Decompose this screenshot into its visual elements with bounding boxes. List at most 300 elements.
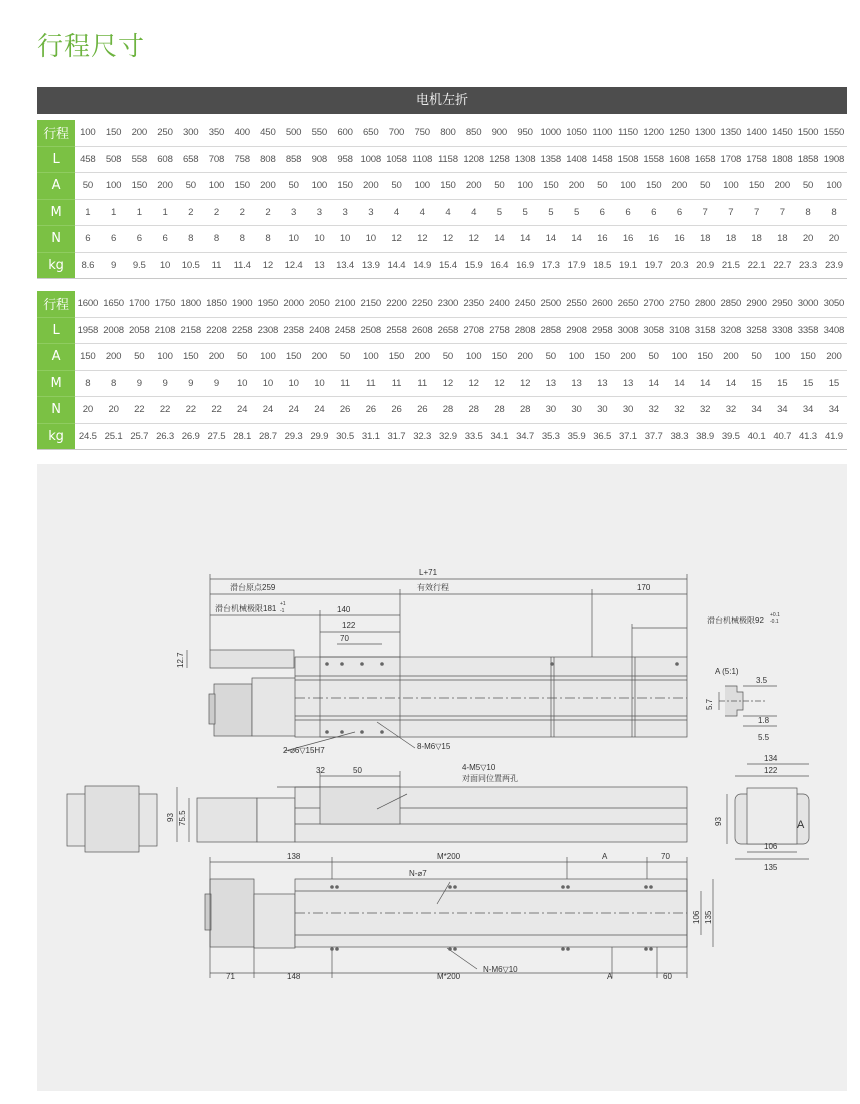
table-cell: 150 bbox=[101, 120, 127, 146]
table-cell: 1 bbox=[75, 199, 101, 226]
dim-32: 32 bbox=[316, 766, 325, 775]
table-cell: 11 bbox=[332, 370, 358, 397]
table-cell: 4 bbox=[384, 199, 410, 226]
table-cell: 22.7 bbox=[769, 252, 795, 279]
dim-3-5: 3.5 bbox=[756, 676, 768, 685]
table-cell: 36.5 bbox=[589, 423, 615, 450]
table-cell: 3308 bbox=[769, 317, 795, 344]
table-cell: 150 bbox=[435, 173, 461, 200]
table-cell: 10 bbox=[281, 370, 307, 397]
table-cell: 4 bbox=[409, 199, 435, 226]
table-cell: 35.3 bbox=[538, 423, 564, 450]
table-cell: 2600 bbox=[589, 291, 615, 317]
table-cell: 150 bbox=[75, 344, 101, 371]
table-cell: 2150 bbox=[358, 291, 384, 317]
table-cell: 3358 bbox=[795, 317, 821, 344]
dim-93-side: 93 bbox=[166, 813, 175, 822]
row-label: 行程 bbox=[37, 291, 75, 317]
table-cell: 750 bbox=[409, 120, 435, 146]
table-cell: 100 bbox=[461, 344, 487, 371]
dim-left-limit-tol-up: +1 bbox=[280, 601, 286, 607]
dim-106-vertical: 106 bbox=[692, 910, 701, 924]
dim-135: 135 bbox=[764, 863, 778, 872]
table-cell: 2100 bbox=[332, 291, 358, 317]
table-cell: 10 bbox=[152, 252, 178, 279]
table-cell: 1000 bbox=[538, 120, 564, 146]
table-cell: 200 bbox=[409, 344, 435, 371]
table-cell: 2 bbox=[204, 199, 230, 226]
dim-170: 170 bbox=[637, 583, 651, 592]
note-m5: 4-M5▽10 bbox=[462, 763, 496, 772]
table-cell: 32 bbox=[692, 397, 718, 424]
table-cell: 1458 bbox=[589, 146, 615, 173]
table-cell: 23.9 bbox=[821, 252, 847, 279]
table-cell: 12 bbox=[461, 226, 487, 253]
table-cell: 2258 bbox=[229, 317, 255, 344]
table-cell: 12 bbox=[409, 226, 435, 253]
dim-12-7: 12.7 bbox=[176, 652, 185, 668]
table-cell: 50 bbox=[281, 173, 307, 200]
table-cell: 8 bbox=[75, 370, 101, 397]
table-cell: 2758 bbox=[487, 317, 513, 344]
row-label: M bbox=[37, 370, 75, 397]
table-cell: 30 bbox=[538, 397, 564, 424]
dim-148: 148 bbox=[287, 972, 301, 981]
table-cell: 2850 bbox=[718, 291, 744, 317]
table-cell: 19.1 bbox=[615, 252, 641, 279]
table-cell: 2208 bbox=[204, 317, 230, 344]
table-cell: 50 bbox=[332, 344, 358, 371]
table-cell: 200 bbox=[512, 344, 538, 371]
table-cell: 22 bbox=[126, 397, 152, 424]
table-cell: 858 bbox=[281, 146, 307, 173]
table-cell: 6 bbox=[152, 226, 178, 253]
table-cell: 1850 bbox=[204, 291, 230, 317]
table-cell: 20 bbox=[101, 397, 127, 424]
table-cell: 15.4 bbox=[435, 252, 461, 279]
table-cell: 38.3 bbox=[667, 423, 693, 450]
table-cell: 2200 bbox=[384, 291, 410, 317]
table-cell: 3108 bbox=[667, 317, 693, 344]
table-cell: 50 bbox=[178, 173, 204, 200]
table-cell: 2658 bbox=[435, 317, 461, 344]
dim-slide-origin: 滑台原点259 bbox=[230, 583, 276, 592]
dim-70: 70 bbox=[340, 634, 349, 643]
stroke-table-1 bbox=[37, 120, 847, 279]
table-cell: 2750 bbox=[667, 291, 693, 317]
table-cell: 1600 bbox=[75, 291, 101, 317]
table-cell: 11 bbox=[384, 370, 410, 397]
table-cell: 1700 bbox=[126, 291, 152, 317]
row-label: N bbox=[37, 226, 75, 253]
table-cell: 39.5 bbox=[718, 423, 744, 450]
table-cell: 3408 bbox=[821, 317, 847, 344]
table-cell: 6 bbox=[589, 199, 615, 226]
table-row bbox=[37, 199, 847, 226]
table-cell: 16.4 bbox=[487, 252, 513, 279]
table-cell: 24 bbox=[229, 397, 255, 424]
table-cell: 1408 bbox=[564, 146, 590, 173]
dim-right-limit: 滑台机械极限92 bbox=[707, 616, 764, 625]
table-cell: 2550 bbox=[564, 291, 590, 317]
table-cell: 908 bbox=[306, 146, 332, 173]
table-row bbox=[37, 291, 847, 317]
row-label: A bbox=[37, 173, 75, 200]
table-cell: 2608 bbox=[409, 317, 435, 344]
table-cell: 1158 bbox=[435, 146, 461, 173]
table-cell: 11 bbox=[409, 370, 435, 397]
table-cell: 25.1 bbox=[101, 423, 127, 450]
table-cell: 2308 bbox=[255, 317, 281, 344]
table-cell: 12.4 bbox=[281, 252, 307, 279]
table-cell: 41.9 bbox=[821, 423, 847, 450]
table-cell: 35.9 bbox=[564, 423, 590, 450]
table-cell: 150 bbox=[641, 173, 667, 200]
table-cell: 34 bbox=[769, 397, 795, 424]
table-cell: 1500 bbox=[795, 120, 821, 146]
table-cell: 50 bbox=[641, 344, 667, 371]
table-cell: 7 bbox=[769, 199, 795, 226]
table-cell: 24 bbox=[306, 397, 332, 424]
table-cell: 26 bbox=[409, 397, 435, 424]
table-cell: 700 bbox=[384, 120, 410, 146]
dim-122: 122 bbox=[342, 621, 356, 630]
table-cell: 15 bbox=[821, 370, 847, 397]
dim-1-8: 1.8 bbox=[758, 716, 770, 725]
table-cell: 1608 bbox=[667, 146, 693, 173]
table-cell: 29.9 bbox=[306, 423, 332, 450]
table-cell: 1908 bbox=[821, 146, 847, 173]
table-cell: 12 bbox=[435, 226, 461, 253]
table-cell: 558 bbox=[126, 146, 152, 173]
table-cell: 50 bbox=[795, 173, 821, 200]
dim-effective-stroke: 有效行程 bbox=[417, 583, 449, 592]
table-cell: 850 bbox=[461, 120, 487, 146]
table-cell: 2958 bbox=[589, 317, 615, 344]
table-cell: 2058 bbox=[126, 317, 152, 344]
table-row bbox=[37, 173, 847, 200]
dim-135-vertical: 135 bbox=[704, 910, 713, 924]
table-cell: 40.7 bbox=[769, 423, 795, 450]
table-cell: 300 bbox=[178, 120, 204, 146]
table-cell: 19.7 bbox=[641, 252, 667, 279]
table-cell: 50 bbox=[487, 173, 513, 200]
table-cell: 26 bbox=[358, 397, 384, 424]
table-cell: 9 bbox=[178, 370, 204, 397]
table-cell: 1 bbox=[101, 199, 127, 226]
table-cell: 22.1 bbox=[744, 252, 770, 279]
table-cell: 30 bbox=[564, 397, 590, 424]
table-cell: 12 bbox=[487, 370, 513, 397]
table-cell: 14.4 bbox=[384, 252, 410, 279]
dim-134: 134 bbox=[764, 754, 778, 763]
table-cell: 28 bbox=[487, 397, 513, 424]
table-cell: 17.3 bbox=[538, 252, 564, 279]
table-cell: 200 bbox=[101, 344, 127, 371]
table-cell: 950 bbox=[512, 120, 538, 146]
table-cell: 24 bbox=[255, 397, 281, 424]
dim-122-end: 122 bbox=[764, 766, 778, 775]
table-cell: 14 bbox=[641, 370, 667, 397]
table-cell: 8 bbox=[229, 226, 255, 253]
table-cell: 50 bbox=[126, 344, 152, 371]
table-cell: 150 bbox=[332, 173, 358, 200]
table-cell: 23.3 bbox=[795, 252, 821, 279]
table-row bbox=[37, 344, 847, 371]
table-row bbox=[37, 317, 847, 344]
table-cell: 3208 bbox=[718, 317, 744, 344]
dim-75-5: 75.5 bbox=[178, 810, 187, 826]
table-cell: 31.7 bbox=[384, 423, 410, 450]
table-cell: 20 bbox=[75, 397, 101, 424]
note-pin-hole: 2-⌀6▽15H7 bbox=[283, 746, 325, 755]
table-cell: 1750 bbox=[152, 291, 178, 317]
table-cell: 958 bbox=[332, 146, 358, 173]
table-cell: 5 bbox=[487, 199, 513, 226]
table-cell: 150 bbox=[229, 173, 255, 200]
table-cell: 16 bbox=[589, 226, 615, 253]
table-cell: 14 bbox=[718, 370, 744, 397]
table-cell: 13 bbox=[564, 370, 590, 397]
table-cell: 200 bbox=[769, 173, 795, 200]
table-cell: 10 bbox=[332, 226, 358, 253]
table-cell: 200 bbox=[667, 173, 693, 200]
table-cell: 1508 bbox=[615, 146, 641, 173]
table-cell: 900 bbox=[487, 120, 513, 146]
dim-138: 138 bbox=[287, 852, 301, 861]
table-cell: 150 bbox=[589, 344, 615, 371]
table-cell: 1050 bbox=[564, 120, 590, 146]
table-cell: 2900 bbox=[744, 291, 770, 317]
table-cell: 1958 bbox=[75, 317, 101, 344]
table-cell: 150 bbox=[795, 344, 821, 371]
table-cell: 28 bbox=[512, 397, 538, 424]
table-cell: 15.9 bbox=[461, 252, 487, 279]
table-cell: 2 bbox=[178, 199, 204, 226]
table-cell: 1858 bbox=[795, 146, 821, 173]
table-cell: 32.9 bbox=[435, 423, 461, 450]
table-cell: 12 bbox=[435, 370, 461, 397]
table-cell: 24.5 bbox=[75, 423, 101, 450]
table-cell: 150 bbox=[487, 344, 513, 371]
table-cell: 550 bbox=[306, 120, 332, 146]
table-cell: 11.4 bbox=[229, 252, 255, 279]
table-cell: 29.3 bbox=[281, 423, 307, 450]
table-cell: 25.7 bbox=[126, 423, 152, 450]
table-cell: 100 bbox=[101, 173, 127, 200]
table-cell: 1150 bbox=[615, 120, 641, 146]
table-cell: 5 bbox=[538, 199, 564, 226]
table-cell: 150 bbox=[178, 344, 204, 371]
table-cell: 2558 bbox=[384, 317, 410, 344]
table-cell: 100 bbox=[667, 344, 693, 371]
table-cell: 12 bbox=[384, 226, 410, 253]
table-cell: 1008 bbox=[358, 146, 384, 173]
table-cell: 34 bbox=[744, 397, 770, 424]
table-cell: 7 bbox=[692, 199, 718, 226]
table-cell: 2 bbox=[229, 199, 255, 226]
table-cell: 5 bbox=[512, 199, 538, 226]
table-cell: 200 bbox=[564, 173, 590, 200]
table-cell: 17.9 bbox=[564, 252, 590, 279]
dim-5-7: 5.7 bbox=[705, 698, 714, 710]
table-cell: 9 bbox=[126, 370, 152, 397]
table-cell: 13.9 bbox=[358, 252, 384, 279]
table-cell: 6 bbox=[667, 199, 693, 226]
table-row bbox=[37, 146, 847, 173]
page-title: 行程尺寸 bbox=[37, 32, 146, 62]
table-cell: 8 bbox=[795, 199, 821, 226]
table-cell: 758 bbox=[229, 146, 255, 173]
row-label: kg bbox=[37, 252, 75, 279]
dim-right-limit-tol-up: +0.1 bbox=[770, 612, 780, 618]
table-cell: 3 bbox=[281, 199, 307, 226]
table-cell: 658 bbox=[178, 146, 204, 173]
table-cell: 21.5 bbox=[718, 252, 744, 279]
table-cell: 2108 bbox=[152, 317, 178, 344]
table-cell: 9.5 bbox=[126, 252, 152, 279]
table-cell: 1358 bbox=[538, 146, 564, 173]
table-cell: 12 bbox=[512, 370, 538, 397]
table-cell: 1550 bbox=[821, 120, 847, 146]
table-cell: 26.9 bbox=[178, 423, 204, 450]
table-cell: 1208 bbox=[461, 146, 487, 173]
stroke-table-2 bbox=[37, 291, 847, 450]
table-cell: 32 bbox=[641, 397, 667, 424]
table-cell: 2158 bbox=[178, 317, 204, 344]
table-cell: 18 bbox=[718, 226, 744, 253]
table-cell: 50 bbox=[538, 344, 564, 371]
table-cell: 6 bbox=[641, 199, 667, 226]
dim-overall: L+71 bbox=[419, 568, 438, 577]
table-cell: 1200 bbox=[641, 120, 667, 146]
table-cell: 1658 bbox=[692, 146, 718, 173]
table-cell: 200 bbox=[461, 173, 487, 200]
table-cell: 4 bbox=[435, 199, 461, 226]
table-cell: 150 bbox=[126, 173, 152, 200]
table-cell: 200 bbox=[204, 344, 230, 371]
table-cell: 20 bbox=[821, 226, 847, 253]
table-cell: 2908 bbox=[564, 317, 590, 344]
table-cell: 26.3 bbox=[152, 423, 178, 450]
table-cell: 200 bbox=[255, 173, 281, 200]
table-cell: 9 bbox=[101, 252, 127, 279]
table-cell: 800 bbox=[435, 120, 461, 146]
table-cell: 150 bbox=[384, 344, 410, 371]
table-cell: 7 bbox=[718, 199, 744, 226]
table-cell: 2008 bbox=[101, 317, 127, 344]
table-cell: 14 bbox=[538, 226, 564, 253]
table-cell: 808 bbox=[255, 146, 281, 173]
table-cell: 13 bbox=[538, 370, 564, 397]
table-cell: 30 bbox=[615, 397, 641, 424]
table-cell: 150 bbox=[744, 173, 770, 200]
table-cell: 14 bbox=[487, 226, 513, 253]
row-label: A bbox=[37, 344, 75, 371]
table-cell: 18 bbox=[744, 226, 770, 253]
table-cell: 37.1 bbox=[615, 423, 641, 450]
table-cell: 2708 bbox=[461, 317, 487, 344]
table-cell: 1250 bbox=[667, 120, 693, 146]
dim-50: 50 bbox=[353, 766, 362, 775]
table-cell: 1808 bbox=[769, 146, 795, 173]
table-cell: 1800 bbox=[178, 291, 204, 317]
table-cell: 34 bbox=[821, 397, 847, 424]
table-cell: 1058 bbox=[384, 146, 410, 173]
table-cell: 40.1 bbox=[744, 423, 770, 450]
table-row bbox=[37, 120, 847, 146]
end-view-letter-a: A bbox=[797, 819, 805, 831]
table-cell: 200 bbox=[126, 120, 152, 146]
table-cell: 31.1 bbox=[358, 423, 384, 450]
table-cell: 7 bbox=[744, 199, 770, 226]
table-cell: 200 bbox=[358, 173, 384, 200]
note-n-holes: N-⌀7 bbox=[409, 869, 427, 878]
table-cell: 22 bbox=[204, 397, 230, 424]
table-cell: 2700 bbox=[641, 291, 667, 317]
table-cell: 3158 bbox=[692, 317, 718, 344]
table-cell: 14 bbox=[667, 370, 693, 397]
table-cell: 12 bbox=[461, 370, 487, 397]
table-row bbox=[37, 226, 847, 253]
table-cell: 16 bbox=[641, 226, 667, 253]
table-cell: 2350 bbox=[461, 291, 487, 317]
table-cell: 1558 bbox=[641, 146, 667, 173]
table-cell: 100 bbox=[769, 344, 795, 371]
table-row bbox=[37, 252, 847, 279]
table-cell: 18 bbox=[769, 226, 795, 253]
table-cell: 150 bbox=[538, 173, 564, 200]
table-cell: 10 bbox=[229, 370, 255, 397]
table-cell: 1400 bbox=[744, 120, 770, 146]
table-cell: 10 bbox=[306, 370, 332, 397]
table-cell: 14 bbox=[512, 226, 538, 253]
dim-left-limit: 滑台机械极限181 bbox=[215, 604, 277, 613]
table-cell: 11 bbox=[358, 370, 384, 397]
table-cell: 1308 bbox=[512, 146, 538, 173]
dim-60: 60 bbox=[663, 972, 672, 981]
table-cell: 38.9 bbox=[692, 423, 718, 450]
table-cell: 20.3 bbox=[667, 252, 693, 279]
note-n-m6: N-M6▽10 bbox=[483, 965, 518, 974]
table-cell: 1350 bbox=[718, 120, 744, 146]
section-header: 电机左折 bbox=[37, 87, 847, 114]
table-cell: 6 bbox=[126, 226, 152, 253]
dim-right-limit-tol-dn: -0.1 bbox=[770, 619, 779, 625]
table-cell: 2458 bbox=[332, 317, 358, 344]
table-cell: 8 bbox=[821, 199, 847, 226]
table-cell: 100 bbox=[75, 120, 101, 146]
table-cell: 1300 bbox=[692, 120, 718, 146]
table-cell: 37.7 bbox=[641, 423, 667, 450]
table-cell: 200 bbox=[306, 344, 332, 371]
table-cell: 3050 bbox=[821, 291, 847, 317]
table-cell: 20.9 bbox=[692, 252, 718, 279]
table-cell: 28.1 bbox=[229, 423, 255, 450]
table-cell: 2800 bbox=[692, 291, 718, 317]
table-cell: 100 bbox=[152, 344, 178, 371]
table-cell: 200 bbox=[615, 344, 641, 371]
table-cell: 2 bbox=[255, 199, 281, 226]
dim-140: 140 bbox=[337, 605, 351, 614]
dim-70-bottom: 70 bbox=[661, 852, 670, 861]
table-cell: 1100 bbox=[589, 120, 615, 146]
table-cell: 50 bbox=[75, 173, 101, 200]
table-cell: 14 bbox=[564, 226, 590, 253]
table-cell: 10 bbox=[281, 226, 307, 253]
table-cell: 13 bbox=[306, 252, 332, 279]
table-cell: 3008 bbox=[615, 317, 641, 344]
